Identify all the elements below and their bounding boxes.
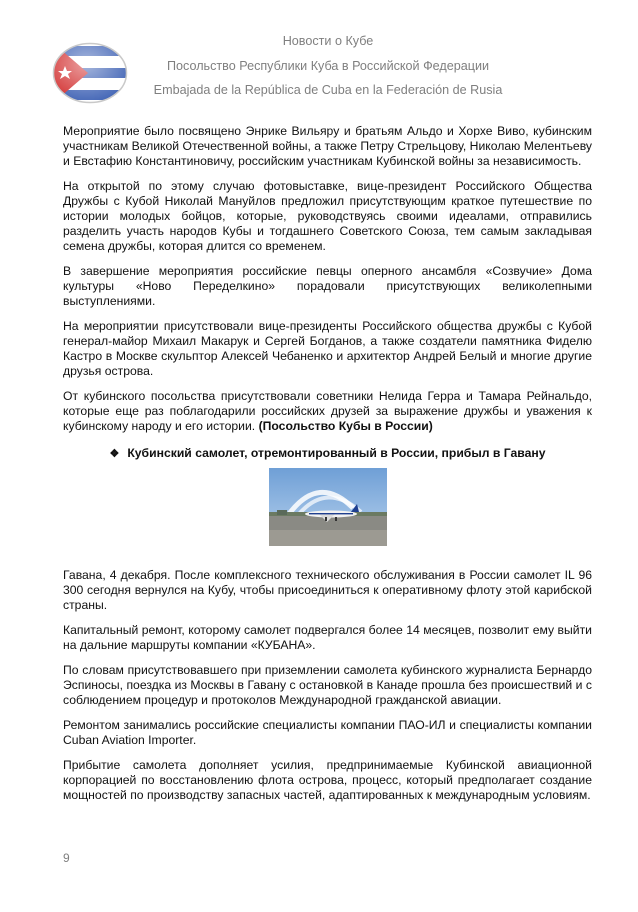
article2-paragraph-2: Капитальный ремонт, которому самолет подвергался более 14 месяцев, позволит ему выйти на дальние маршруты компании «КУБАНА». [63, 623, 592, 652]
header-embassy-ru: Посольство Республики Куба в Российской Федерации [166, 59, 490, 73]
article2-paragraph-1: Гавана, 4 декабря. После комплексного технического обслуживания в России самолет IL 96 300 сегодня вернулся на Кубу, чтобы присоединиться к оперативному флоту этой карибской страны. [63, 568, 592, 612]
article1-paragraph-3: В завершение мероприятия российские певцы оперного ансамбля «Созвучие» Дома культуры «Ново Переделкино» порадовали присутствующих великолепными выступлениями. [63, 264, 592, 308]
article1-paragraph-4: На мероприятии присутствовали вице-президенты Российского общества дружбы с Кубой генерал-майор Михаил Макарук и Сергей Богданов, а также создатели памятника Фиделю Кастро в Москве скульптор Алексей Чебаненко и архитектор Андрей Белый и многие другие друзья острова. [63, 319, 592, 378]
article2-title: Кубинский самолет, отремонтированный в России, прибыл в Гавану [127, 446, 546, 460]
header-title: Новости о Кубе [282, 34, 374, 48]
article2-heading [63, 446, 592, 462]
cuba-flag-logo [52, 42, 128, 104]
article-body [63, 124, 592, 813]
article1-paragraph-5-text: От кубинского посольства присутствовали советники Нелида Герра и Тамара Рейнальдо, которые еще раз поблагодарили российских друзей за выражение дружбы и уважения к кубинскому народу и его истории. [63, 389, 592, 433]
article1-paragraph-1: Мероприятие было посвящено Энрике Вильяру и братьям Альдо и Хорхе Виво, кубинским участникам Великой Отечественной войны, а также Петру Стрельцову, Николаю Мелентьеву и Евстафию Константиновичу, российским участникам Кубинской войны за независимость. [63, 124, 592, 168]
article2-paragraph-5: Прибытие самолета дополняет усилия, предпринимаемые Кубинской авиационной корпорацией по восстановлению флота острова, процесс, который предполагает создание мощностей по производству запасных частей, адаптированных к международным условиям. [63, 758, 592, 802]
article1-source: (Посольство Кубы в России) [258, 419, 433, 433]
header-embassy-es: Embajada de la República de Cuba en la Federación de Rusia [153, 83, 503, 97]
article1-paragraph-2: На открытой по этому случаю фотовыставке, вице-президент Российского Общества Дружбы с Кубой Николай Мануйлов предложил присутствующим краткое путешествие по истории молодых бойцов, которые, руководствуясь своими идеалами, отправились разделить участь народов Кубы и тогдашнего Советского Союза, тем самым закладывая семена дружбы, которая длится со временем. [63, 179, 592, 253]
diamond-bullet-icon: ❖ [109, 448, 120, 460]
page-number: 9 [63, 851, 70, 865]
article1-paragraph-5 [63, 389, 592, 434]
article2-paragraph-3: По словам присутствовавшего при приземлении самолета кубинского журналиста Бернардо Эспиносы, поездка из Москвы в Гавану с остановкой в Канаде прошла без происшествий и с соблюдением процедур и протоколов Международной гражданской авиации. [63, 663, 592, 707]
airplane-photo [269, 468, 387, 546]
article2-paragraph-4: Ремонтом занимались российские специалисты компании ПАО-ИЛ и специалисты компании Cuban Aviation Importer. [63, 718, 592, 747]
